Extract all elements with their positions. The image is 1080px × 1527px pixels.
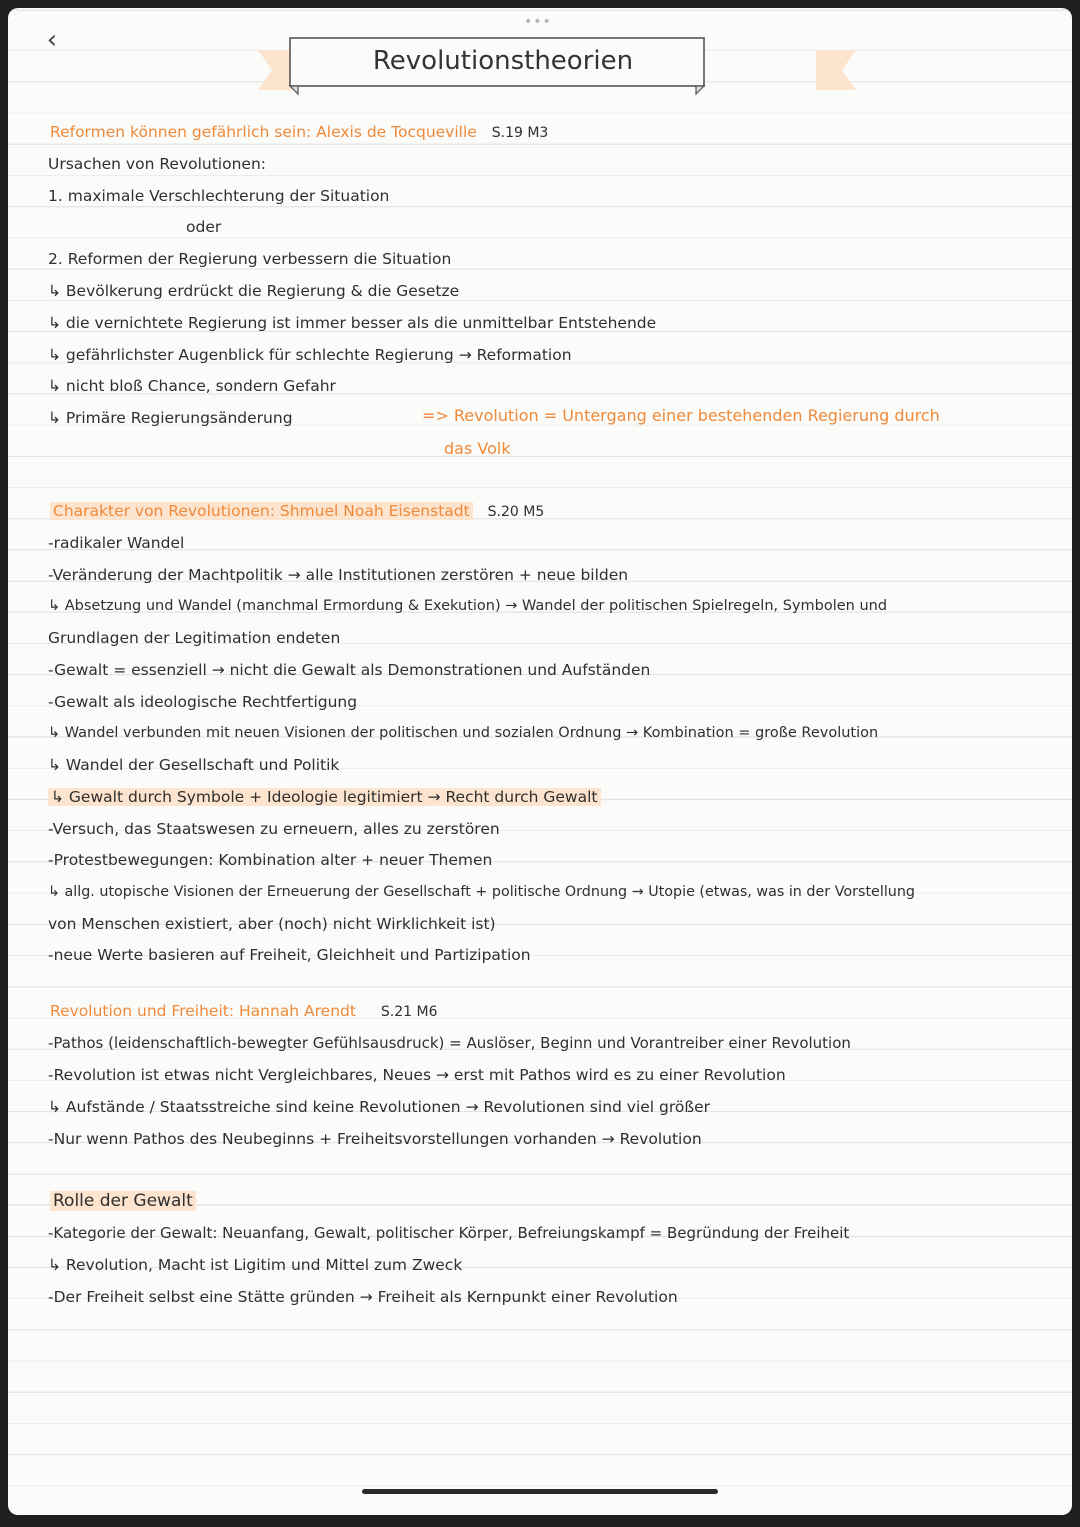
source-ref: S.20 M5 xyxy=(487,504,545,520)
section-heading xyxy=(50,500,544,523)
heading-text: Reformen können gefährlich sein: Alexis de Tocqueville xyxy=(50,123,477,141)
note-line: ↳ allg. utopische Visionen der Erneuerung der Gesellschaft + politische Ordnung → Utopie (etwas, was in der Vorstellung xyxy=(48,884,915,900)
section-heading xyxy=(50,1190,196,1212)
note-line: -Der Freiheit selbst eine Stätte gründen → Freiheit als Kernpunkt einer Revolution xyxy=(48,1288,678,1306)
note-line: -Revolution ist etwas nicht Vergleichbares, Neues → erst mit Pathos wird es zu einer Revolution xyxy=(48,1066,786,1084)
section-heading xyxy=(50,1000,437,1023)
note-line: ↳ nicht bloß Chance, sondern Gefahr xyxy=(48,377,336,395)
source-ref: S.19 M3 xyxy=(491,125,549,141)
note-line: ↳ die vernichtete Regierung ist immer besser als die unmittelbar Entstehende xyxy=(48,314,657,332)
heading-text: Charakter von Revolutionen: Shmuel Noah Eisenstadt xyxy=(50,502,473,520)
chevron-left-icon[interactable]: ‹ xyxy=(46,25,58,55)
note-line: Grundlagen der Legitimation endeten xyxy=(48,629,341,647)
note-line: -Versuch, das Staatswesen zu erneuern, alles zu zerstören xyxy=(48,820,500,838)
note-line: ↳ Bevölkerung erdrückt die Regierung & die Gesetze xyxy=(48,282,460,300)
note-line: -radikaler Wandel xyxy=(48,534,185,552)
note-line: -Gewalt = essenziell → nicht die Gewalt als Demonstrationen und Aufständen xyxy=(48,661,651,679)
heading-text: Rolle der Gewalt xyxy=(50,1191,196,1211)
section-heading xyxy=(50,121,548,144)
note-line: von Menschen existiert, aber (noch) nicht Wirklichkeit ist) xyxy=(48,915,496,933)
note-line: -Nur wenn Pathos des Neubeginns + Freiheitsvorstellungen vorhanden → Revolution xyxy=(48,1130,702,1148)
note-line: 2. Reformen der Regierung verbessern die Situation xyxy=(48,250,452,268)
home-indicator[interactable] xyxy=(362,1489,718,1494)
note-line: -Kategorie der Gewalt: Neuanfang, Gewalt, politischer Körper, Befreiungskampf = Begründung der Freiheit xyxy=(48,1224,850,1242)
note-line: Ursachen von Revolutionen: xyxy=(48,155,266,173)
page-title: Revolutionstheorien xyxy=(372,46,634,76)
highlight-text: ↳ Gewalt durch Symbole + Ideologie legitimiert → Recht durch Gewalt xyxy=(48,788,601,806)
notes-page xyxy=(8,8,1072,1515)
note-line xyxy=(48,786,601,808)
note-line: ↳ Revolution, Macht ist Ligitim und Mittel zum Zweck xyxy=(48,1256,463,1274)
note-line: -neue Werte basieren auf Freiheit, Gleichheit und Partizipation xyxy=(48,946,531,964)
note-line: ↳ Aufstände / Staatsstreiche sind keine Revolutionen → Revolutionen sind viel größer xyxy=(48,1098,711,1116)
note-line: ↳ Absetzung und Wandel (manchmal Ermordung & Exekution) → Wandel der politischen Spielregeln, Symbolen und xyxy=(48,598,888,614)
note-line: ↳ Wandel verbunden mit neuen Visionen der politischen und sozialen Ordnung → Kombination = große Revolution xyxy=(48,725,879,741)
note-line: ↳ Wandel der Gesellschaft und Politik xyxy=(48,756,340,774)
conclusion-line: => Revolution = Untergang einer bestehenden Regierung durch xyxy=(422,406,940,425)
note-line: -Pathos (leidenschaftlich-bewegter Gefühlsausdruck) = Auslöser, Beginn und Vorantreiber einer Revolution xyxy=(48,1034,851,1052)
note-line: 1. maximale Verschlechterung der Situation xyxy=(48,187,390,205)
heading-text: Revolution und Freiheit: Hannah Arendt xyxy=(50,1002,356,1020)
note-line: oder xyxy=(186,218,222,236)
note-line: -Protestbewegungen: Kombination alter + neuer Themen xyxy=(48,851,493,869)
note-line: ↳ Primäre Regierungsänderung xyxy=(48,409,293,427)
conclusion-line: das Volk xyxy=(444,439,511,458)
more-dots-icon[interactable]: ••• xyxy=(524,14,552,30)
note-line: ↳ gefährlichster Augenblick für schlechte Regierung → Reformation xyxy=(48,346,572,364)
source-ref: S.21 M6 xyxy=(380,1004,438,1020)
note-line: -Veränderung der Machtpolitik → alle Institutionen zerstören + neue bilden xyxy=(48,566,629,584)
note-line: -Gewalt als ideologische Rechtfertigung xyxy=(48,693,358,711)
